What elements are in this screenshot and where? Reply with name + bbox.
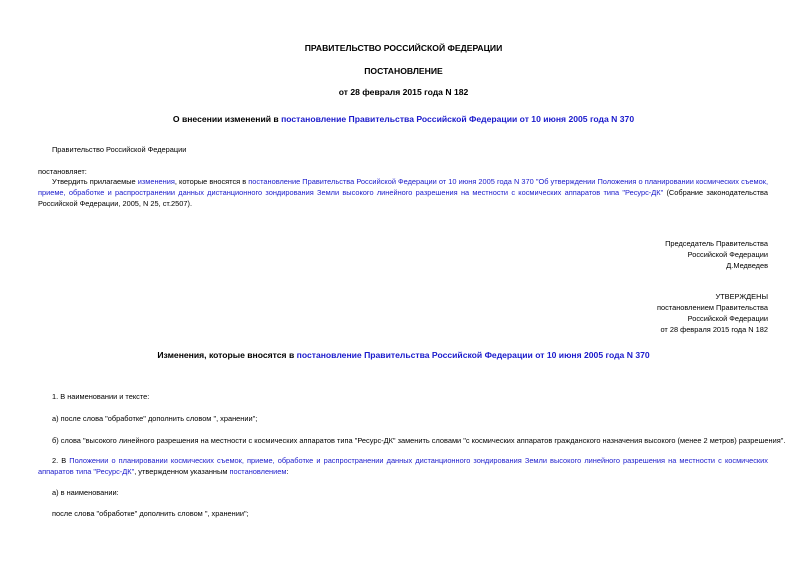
item-2-text-a: 2. В <box>52 456 70 465</box>
title-link[interactable]: постановление Правительства Российской Федерации от 10 июня 2005 года N 370 <box>281 114 635 124</box>
changes-title <box>0 350 807 361</box>
changes-title-link[interactable]: постановление Правительства Российской Федерации от 10 июня 2005 года N 370 <box>296 350 650 360</box>
p1-text-b: , которые вносятся в <box>174 177 249 186</box>
document-title <box>0 114 807 125</box>
document-type: ПОСТАНОВЛЕНИЕ <box>364 66 443 76</box>
item-1: 1. В наименовании и тексте: <box>52 392 150 401</box>
government-line: Правительство Российской Федерации <box>52 145 187 154</box>
item-2 <box>38 455 768 477</box>
changes-link[interactable]: изменения <box>137 177 175 186</box>
title-prefix: О внесении изменений в <box>172 114 282 124</box>
p1-text-c: (Собрание законодательства Российской Федерации, 2005, N 25, ст.2507). <box>38 188 768 208</box>
resolves-line: постановляет: <box>38 167 87 176</box>
p1-text-a: Утвердить прилагаемые <box>52 177 138 186</box>
approved-country: Российской Федерации <box>687 314 768 323</box>
regulation-link[interactable]: Положении о планировании космических съемок, приеме, обработке и распространении данных дистанционного зондирования Земли высокого линейного разрешения на местности с космических аппаратов типа "Ресурс-ДК" <box>38 456 768 476</box>
signature-name: Д.Медведев <box>726 261 768 270</box>
item-1a: а) после слова "обработке" дополнить словом ", хранении"; <box>52 414 258 423</box>
item-1b: б) слова "высокого линейного разрешения на местности с космических аппаратов типа "Ресурс-ДК" заменить словами "с космических аппаратов гражданского назначения высокого (менее 2 метров) разрешения". <box>52 436 786 445</box>
signature-position: Председатель Правительства <box>665 239 768 248</box>
resolution-370-link[interactable]: постановление Правительства Российской Федерации от 10 июня 2005 года N 370 "Об утверждении Положения о планировании космических съемок, приеме, обработке и распространении данных дистанционного зондирования Земли высокого линейного разрешения на местности с космических аппаратов типа "Ресурс-ДК" <box>38 177 768 197</box>
approved-by: постановлением Правительства <box>657 303 768 312</box>
government-heading: ПРАВИТЕЛЬСТВО РОССИЙСКОЙ ФЕДЕРАЦИИ <box>304 43 503 53</box>
item-2a-text: после слова "обработке" дополнить словом ", хранении"; <box>52 509 249 518</box>
item-2a: а) в наименовании: <box>52 488 119 497</box>
item-2-text-c: : <box>286 467 289 476</box>
resolution-paragraph <box>38 176 768 209</box>
resolution-link[interactable]: постановлением <box>229 467 287 476</box>
document-date-number: от 28 февраля 2015 года N 182 <box>338 87 469 97</box>
item-2-text-b: , утвержденном указанным <box>134 467 230 476</box>
approved-heading: УТВЕРЖДЕНЫ <box>715 292 768 301</box>
changes-title-prefix: Изменения, которые вносятся в <box>157 350 297 360</box>
approved-date: от 28 февраля 2015 года N 182 <box>660 325 768 334</box>
signature-country: Российской Федерации <box>687 250 768 259</box>
